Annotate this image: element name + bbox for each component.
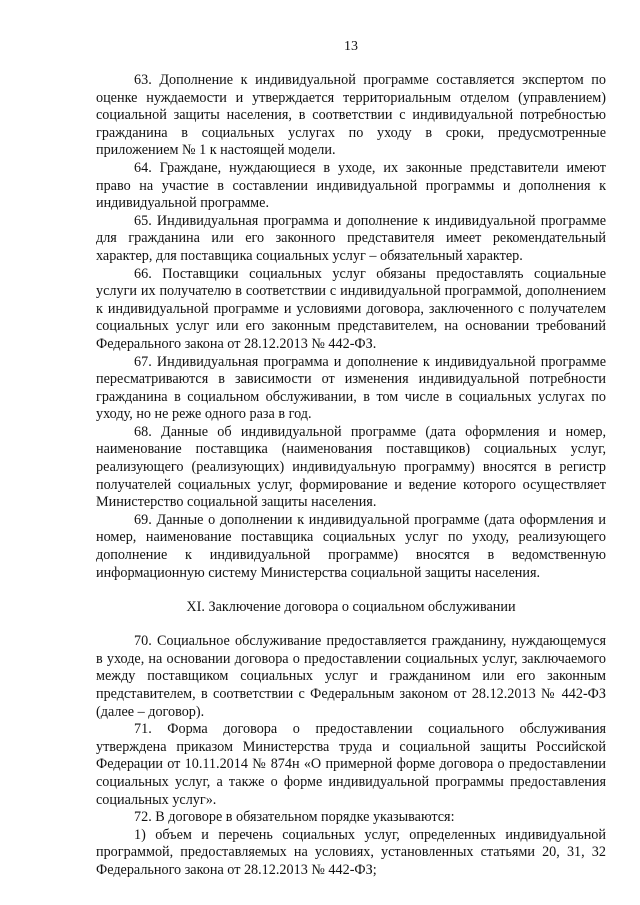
paragraph-66: 66. Поставщики социальных услуг обязаны предоставлять социальные услуги их получателю в соответствии с индивидуальной программой, дополнением к индивидуальной программе и условиями договора, заключенного с получателем социальных услуг или его законным представителем, на основании требований Федерального закона от 28.12.2013 № 442-ФЗ. <box>96 265 606 352</box>
paragraph-69: 69. Данные о дополнении к индивидуальной программе (дата оформления и номер, наименование поставщика социальных услуг по уходу, реализующего дополнение к индивидуальной программе) вносятся в ведомственную информационную систему Министерства социальной защиты населения. <box>96 511 606 581</box>
paragraph-63: 63. Дополнение к индивидуальной программе составляется экспертом по оценке нуждаемости и утверждается территориальным отделом (управлением) социальной защиты населения, в соответствии с индивидуальной потребностью гражданина в социальных услугах по уходу в сроки, предусмотренные приложением № 1 к настоящей модели. <box>96 72 606 159</box>
section-title: XI. Заключение договора о социальном обслуживании <box>186 599 516 616</box>
list-item-1: 1) объем и перечень социальных услуг, определенных индивидуальной программой, предоставляемых на условиях, установленных статьями 20, 31, 32 Федерального закона от 28.12.2013 № 442-ФЗ; <box>96 826 606 878</box>
paragraph-71: 71. Форма договора о предоставлении социального обслуживания утверждена приказом Министерства труда и социальной защиты Российской Федерации от 10.11.2014 № 874н «О примерной форме договора о предоставлении социальных услуг, а также о форме индивидуальной программы предоставления социальных услуг». <box>96 721 606 808</box>
paragraph-70: 70. Социальное обслуживание предоставляется гражданину, нуждающемуся в уходе, на основании договора о предоставлении социальных услуг, заключаемого между поставщиком социальных услуг и гражданином или его законным представителем, в соответствии с Федеральным законом от 28.12.2013 № 442-ФЗ (далее – договор). <box>96 633 606 720</box>
page-number: 13 <box>344 39 358 54</box>
paragraph-65: 65. Индивидуальная программа и дополнение к индивидуальной программе для гражданина или его законного представителя имеет рекомендательный характер, для поставщика социальных услуг – обязательный характер. <box>96 212 606 264</box>
paragraph-72: 72. В договоре в обязательном порядке указываются: <box>134 809 455 826</box>
paragraph-68: 68. Данные об индивидуальной программе (дата оформления и номер, наименование поставщика (наименования поставщиков) социальных услуг, реализующего (реализующих) индивидуальную программу) вносятся в регистр получателей социальных услуг, формирование и ведение которого осуществляет Министерство социальной защиты населения. <box>96 423 606 511</box>
paragraph-64: 64. Граждане, нуждающиеся в уходе, их законные представители имеют право на участие в составлении индивидуальной программы и дополнения к индивидуальной программе. <box>96 159 606 212</box>
paragraph-67: 67. Индивидуальная программа и дополнение к индивидуальной программе пересматриваются в зависимости от изменения индивидуальной потребности гражданина в социальном обслуживании, в том числе в социальных услугах по уходу, но не реже одного раза в год. <box>96 353 606 423</box>
